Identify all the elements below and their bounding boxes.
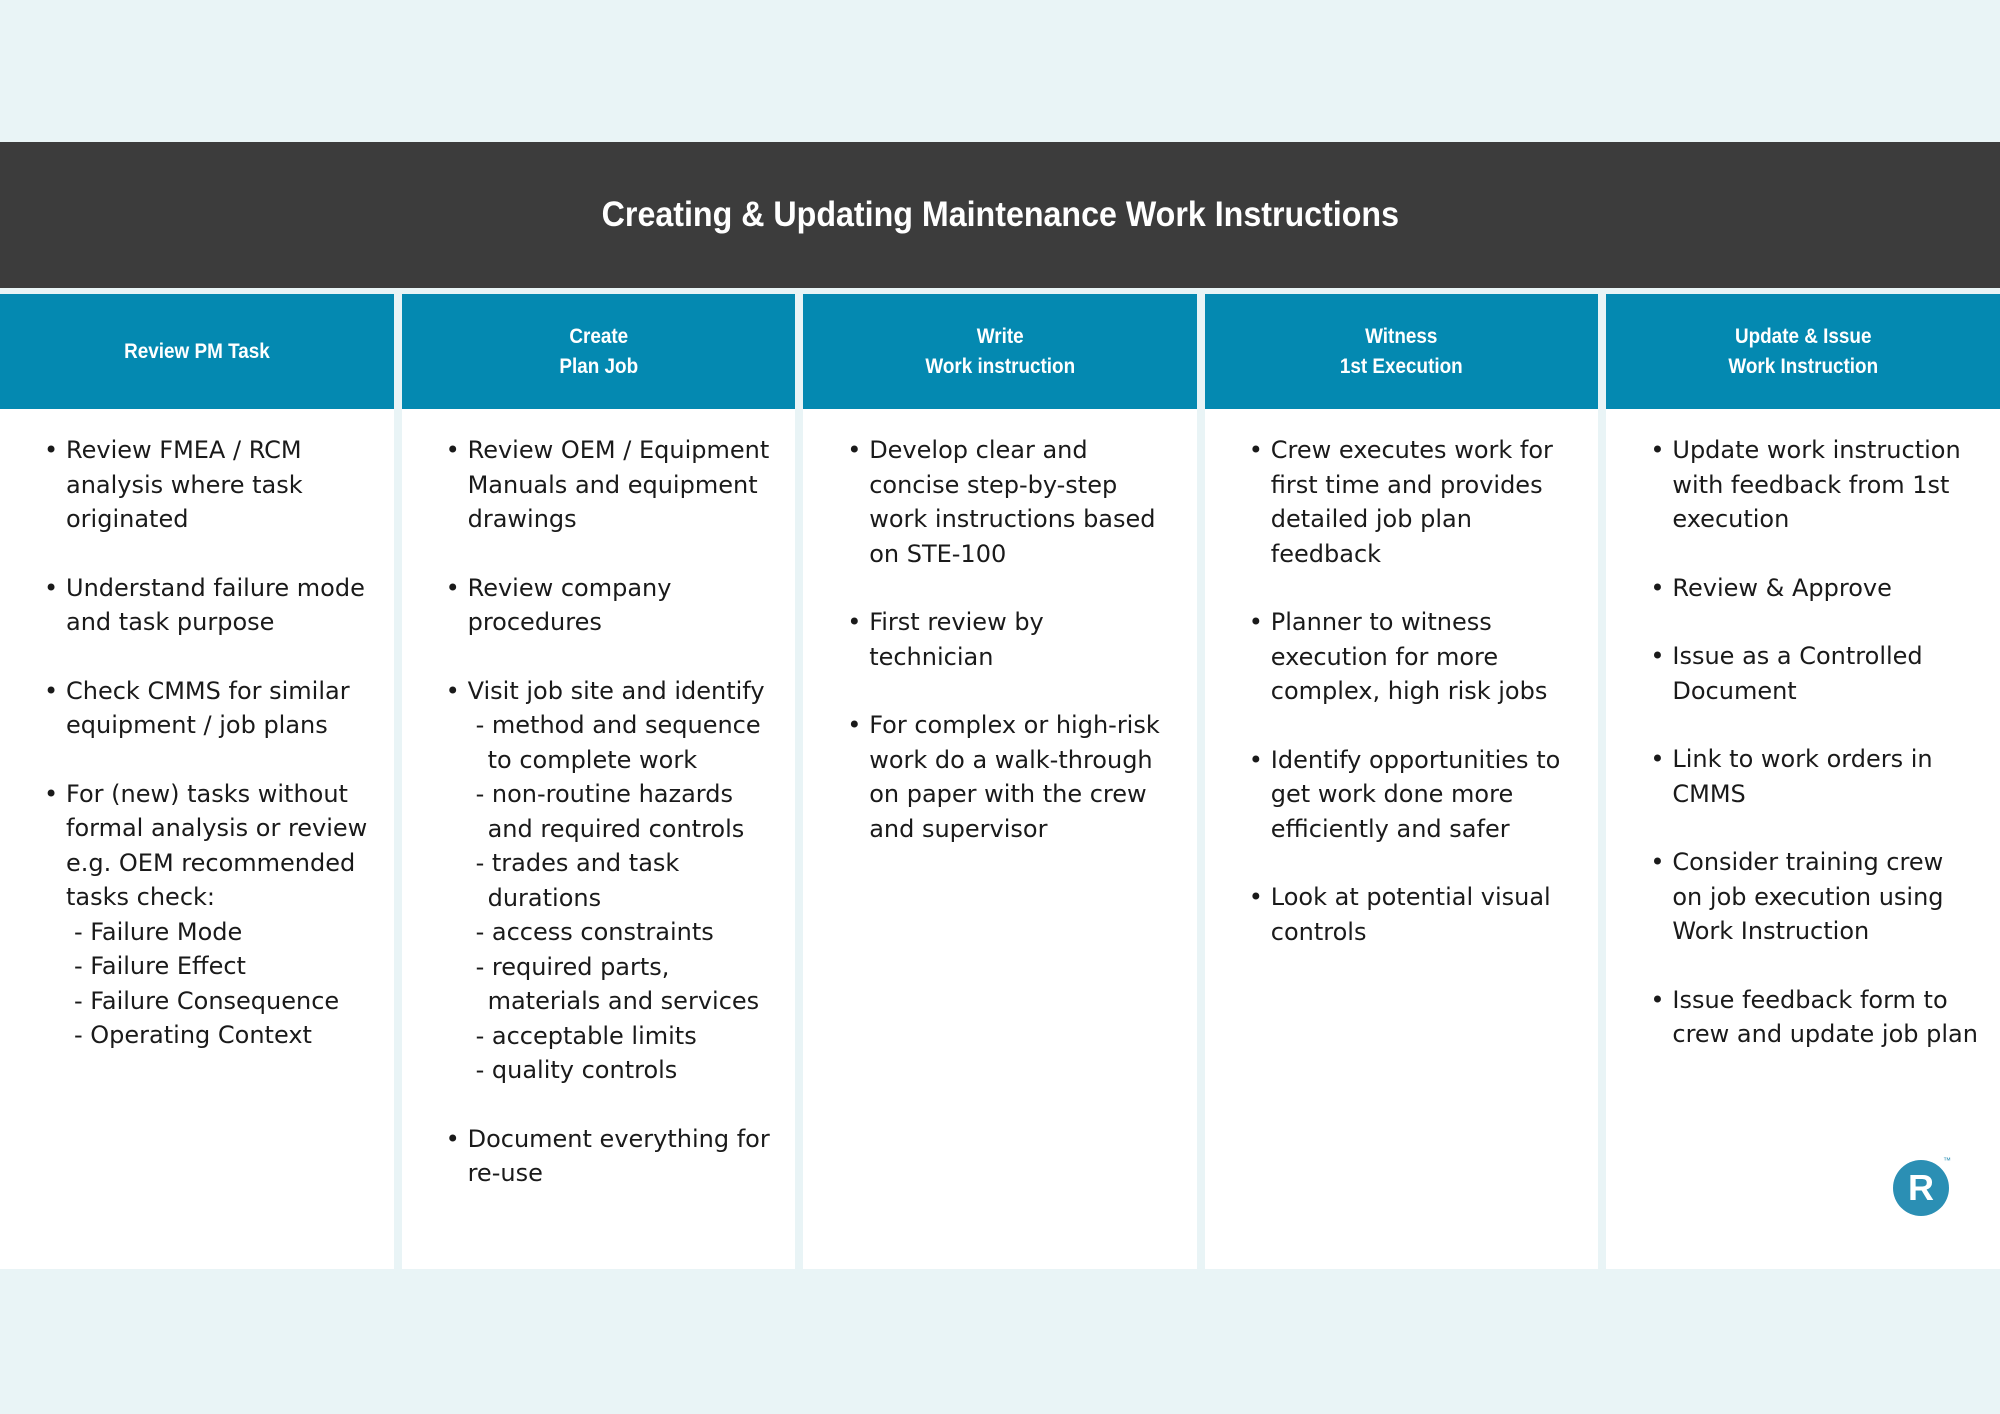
column-review-pm-task [0,294,394,1269]
bullet-line [1646,639,1978,708]
bullet-line [1245,880,1577,949]
bullet-icon: • [1650,642,1665,670]
sub-item-text: - non-routine hazards and required controls [475,780,745,843]
bullet-line [843,605,1175,674]
r-logo-icon [1892,1155,1954,1217]
bullet-line [1245,743,1577,847]
column-body [402,409,796,1269]
bullet-icon: • [847,711,862,739]
column-header-label: Create Plan Job [559,324,638,378]
column-header [0,294,394,409]
column-body [0,409,394,1269]
bullet-icon: • [1650,745,1665,773]
bullet-line [1646,845,1978,949]
list-item [1245,433,1577,571]
list-item-text: Visit job site and identify [467,676,765,705]
bullet-icon: • [1650,848,1665,876]
page-title: Creating & Updating Maintenance Work Instructions [601,195,1399,234]
bullet-icon: • [1650,985,1665,1014]
list-item-text: Consider training crew on job execution using Work Instruction [1672,848,1944,945]
list-item-text: Link to work orders in CMMS [1672,745,1933,808]
list-item [40,777,372,1053]
list-item-text: Understand failure mode and task purpose [66,573,365,636]
list-item [1646,433,1978,537]
bullet-line [40,674,372,743]
list-item-text: Identify opportunities to get work done more efficiently and safer [1270,745,1561,843]
list-item [442,674,774,1088]
list-item [1245,605,1577,709]
bullet-icon: • [445,573,460,602]
bullet-icon: • [1650,573,1665,602]
sub-item-text: - method and sequence to complete work [475,711,761,774]
column-header-label: Write Work instruction [925,324,1075,378]
bullet-line [442,571,774,640]
bullet-icon: • [1248,883,1263,911]
bullet-line [40,777,372,915]
bullet-icon: • [44,436,59,464]
column-witness-first-execution [1205,294,1599,1269]
column-header-label: Witness 1st Execution [1340,324,1464,378]
list-item-text: Planner to witness execution for more complex, high risk jobs [1270,608,1548,705]
column-create-plan-job [402,294,796,1269]
bullet-icon: • [445,436,460,464]
bullet-line [843,708,1175,846]
list-item-text: Crew executes work for first time and provides detailed job plan feedback [1270,436,1553,568]
bullet-icon: • [1248,436,1263,464]
bullet-line [40,571,372,640]
list-item [442,433,774,537]
list-item [442,1122,774,1191]
bullet-line [1245,605,1577,709]
logo-trademark: ™ [1942,1156,1951,1165]
list-item [1646,845,1978,949]
bullet-line [442,433,774,537]
list-item [1646,571,1978,606]
column-body [1205,409,1599,1269]
column-header-label: Update & Issue Work Instruction [1728,324,1879,378]
logo-letter: R [1907,1167,1934,1208]
list-item-text: First review by technician [869,608,1044,671]
sub-item-text: - Operating Context [74,1021,312,1049]
column-header [1205,294,1599,409]
list-item [1646,742,1978,811]
bullet-line [1646,571,1978,606]
list-item-text: Review OEM / Equipment Manuals and equipment drawings [467,436,770,533]
list-item-text: Look at potential visual controls [1270,883,1551,946]
sub-item-text: - quality controls [475,1056,678,1084]
bullet-line [442,1122,774,1191]
column-header [1606,294,2000,409]
bullet-icon: • [445,1124,460,1153]
bullet-line [1646,983,1978,1052]
bullet-line [1245,433,1577,571]
list-item-text: For complex or high-risk work do a walk-through on paper with the crew and supervisor [869,711,1160,843]
list-item-text: Update work instruction with feedback from 1st execution [1672,436,1961,533]
bullet-line [843,433,1175,571]
column-body [1606,409,2000,1269]
column-header [402,294,796,409]
sub-item-text: - trades and task durations [475,849,680,912]
list-item [1646,983,1978,1052]
sub-item-text: - Failure Consequence [74,986,340,1015]
bullet-icon: • [847,608,862,636]
column-header [803,294,1197,409]
list-item [442,571,774,640]
bullet-icon: • [44,676,59,705]
list-item [843,708,1175,846]
list-item-text: Issue feedback form to crew and update job plan [1672,985,1978,1048]
title-bar [0,142,2000,288]
bullet-icon: • [44,779,59,808]
process-columns [0,294,2000,1269]
list-item [843,433,1175,571]
list-item [40,674,372,743]
list-item-text: Develop clear and concise step-by-step work instructions based on STE-100 [869,436,1156,568]
list-item-text: Review company procedures [467,573,672,636]
sub-item-text: - access constraints [475,918,714,946]
column-write-work-instruction [803,294,1197,1269]
list-item-text: Document everything for re-use [467,1124,770,1187]
list-item [1245,880,1577,949]
sub-item-text: - Failure Effect [74,952,246,980]
list-item [40,571,372,640]
sub-item-text: - Failure Mode [74,917,243,946]
sub-item-text: - required parts, materials and services [475,952,760,1015]
bullet-icon: • [847,436,862,464]
column-body [803,409,1197,1269]
bullet-line [442,674,774,709]
bullet-icon: • [1248,608,1263,636]
list-item [40,433,372,537]
bullet-line [1646,742,1978,811]
bullet-icon: • [44,573,59,602]
column-update-issue-work-instruction [1606,294,2000,1269]
list-item [1646,639,1978,708]
column-header-label: Review PM Task [123,339,270,363]
list-item-text: Issue as a Controlled Document [1672,642,1923,705]
bullet-line [1646,433,1978,537]
list-item [1245,743,1577,847]
list-item [843,605,1175,674]
sub-item-text: - acceptable limits [475,1021,697,1050]
bullet-icon: • [1650,436,1665,464]
list-item-text: Review & Approve [1672,573,1892,602]
list-item-text: Review FMEA / RCM analysis where task originated [66,436,303,533]
bullet-icon: • [445,676,460,705]
list-item-text: Check CMMS for similar equipment / job plans [66,676,350,739]
bullet-line [40,433,372,537]
bullet-icon: • [1248,745,1263,774]
list-item-text: For (new) tasks without formal analysis or review e.g. OEM recommended tasks check: [66,779,368,911]
